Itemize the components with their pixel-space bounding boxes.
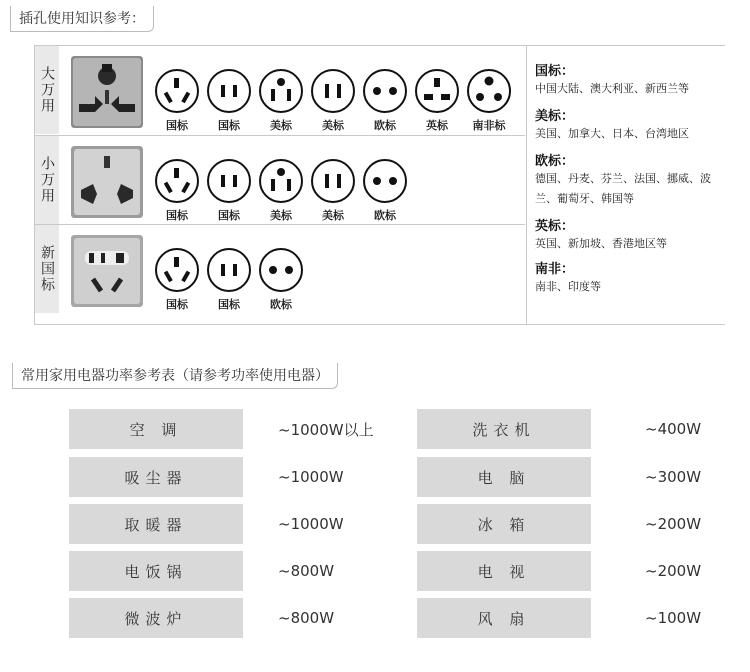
appliance-power: ~200W — [645, 515, 702, 533]
plug-type-label: 欧标 — [374, 119, 396, 132]
socket-row-new-national — [35, 224, 525, 313]
appliance-name: 取暖器 — [69, 504, 243, 544]
appliance-power: ~400W — [645, 420, 702, 438]
appliance-power: ~800W — [278, 562, 335, 580]
plug-type-label: 美标 — [322, 119, 344, 132]
region-title-us: 美标： — [535, 109, 575, 124]
plug-type-label: 欧标 — [270, 298, 292, 311]
socket-section-title: 插孔使用知识参考： — [10, 6, 154, 32]
plug-type-item — [257, 158, 305, 223]
socket-row-small-universal — [35, 135, 525, 224]
plug-type-item — [205, 247, 253, 312]
plug-type-item — [257, 68, 305, 133]
region-text-south-africa: 南非、印度等 — [535, 280, 601, 293]
table-divider — [526, 46, 527, 324]
plug-type-item — [153, 158, 201, 223]
china-plug-icon — [153, 158, 201, 204]
china-plug-icon — [153, 247, 201, 293]
appliance-name: 风 扇 — [417, 598, 591, 638]
plug-type-item — [413, 68, 461, 133]
us-plug-icon — [309, 68, 357, 114]
plug-type-item — [205, 158, 253, 223]
eu-plug-icon — [361, 68, 409, 114]
region-list — [535, 54, 725, 301]
us-plug-icon — [257, 158, 305, 204]
universal-socket-photo — [71, 56, 143, 128]
plug-type-item — [153, 68, 201, 133]
region-text-national: 中国大陆、澳大利亚、新西兰等 — [535, 82, 689, 95]
appliance-power: ~1000W — [278, 468, 344, 486]
region-title-south-africa: 南非： — [535, 262, 575, 277]
region-text-uk: 英国、新加坡、香港地区等 — [535, 237, 667, 250]
appliance-name: 电 脑 — [417, 457, 591, 497]
new-national-socket-photo — [71, 235, 143, 307]
appliance-name: 空 调 — [69, 409, 243, 449]
china-plug-icon — [153, 68, 201, 114]
appliance-power: ~300W — [645, 468, 702, 486]
appliance-name: 微波炉 — [69, 598, 243, 638]
uk-plug-icon — [413, 68, 461, 114]
appliance-power: ~1000W — [278, 515, 344, 533]
row-label: 新国标 — [35, 225, 59, 313]
row-label: 大万用 — [35, 46, 59, 134]
region-text-eu: 德国、丹麦、芬兰、法国、挪威、波兰、葡萄牙、韩国等 — [535, 172, 711, 205]
plug-type-label: 国标 — [218, 209, 240, 222]
small-universal-socket-photo — [71, 146, 143, 218]
plug-type-label: 美标 — [270, 119, 292, 132]
appliance-power: ~1000W以上 — [278, 420, 374, 439]
plug-type-item — [257, 247, 305, 312]
china-plug-icon — [205, 68, 253, 114]
plug-type-label: 国标 — [166, 298, 188, 311]
china-plug-icon — [205, 247, 253, 293]
appliance-name: 电 视 — [417, 551, 591, 591]
plug-type-item — [361, 68, 409, 133]
eu-plug-icon — [257, 247, 305, 293]
appliance-power: ~100W — [645, 609, 702, 627]
plug-type-label: 南非标 — [472, 119, 506, 132]
plug-type-label: 国标 — [166, 209, 188, 222]
region-title-national: 国标： — [535, 64, 575, 79]
power-section-title: 常用家用电器功率参考表（请参考功率使用电器） — [12, 363, 338, 389]
plug-type-item — [465, 68, 513, 133]
eu-plug-icon — [361, 158, 409, 204]
appliance-name: 洗衣机 — [417, 409, 591, 449]
region-text-us: 美国、加拿大、日本、台湾地区 — [535, 127, 689, 140]
plug-type-label: 国标 — [166, 119, 188, 132]
region-title-eu: 欧标： — [535, 154, 575, 169]
plug-type-label: 国标 — [218, 298, 240, 311]
us-plug-icon — [257, 68, 305, 114]
plug-type-item — [309, 68, 357, 133]
us-plug-icon — [309, 158, 357, 204]
appliance-name: 冰 箱 — [417, 504, 591, 544]
south-africa-plug-icon — [465, 68, 513, 114]
socket-table — [34, 45, 725, 325]
appliance-name: 吸尘器 — [69, 457, 243, 497]
appliance-power: ~200W — [645, 562, 702, 580]
plug-type-label: 国标 — [218, 119, 240, 132]
plug-type-label: 英标 — [426, 119, 448, 132]
plug-type-item — [309, 158, 357, 223]
plug-type-item — [361, 158, 409, 223]
appliance-name: 电饭锅 — [69, 551, 243, 591]
row-label: 小万用 — [35, 136, 59, 224]
plug-type-label: 美标 — [322, 209, 344, 222]
appliance-power: ~800W — [278, 609, 335, 627]
plug-type-label: 欧标 — [374, 209, 396, 222]
region-title-uk: 英标： — [535, 219, 575, 234]
plug-type-item — [153, 247, 201, 312]
plug-type-label: 美标 — [270, 209, 292, 222]
socket-row-large-universal — [35, 46, 525, 134]
plug-type-item — [205, 68, 253, 133]
china-plug-icon — [205, 158, 253, 204]
